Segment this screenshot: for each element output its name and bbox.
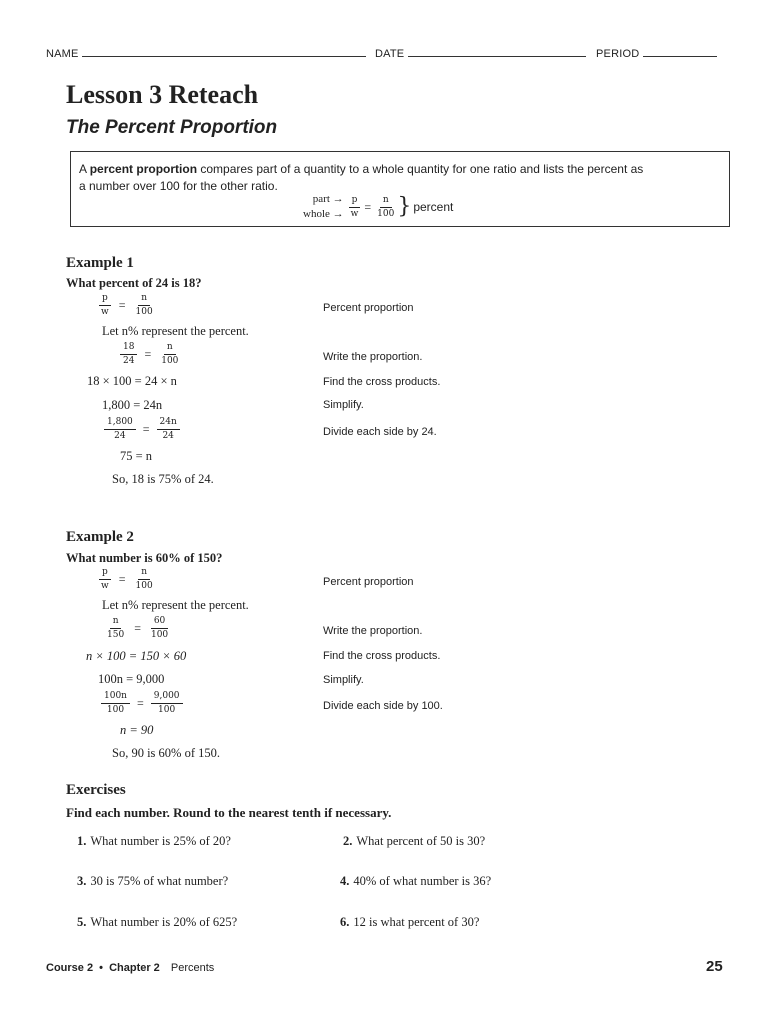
ex2-simplify: 100n = 9,000 <box>98 672 165 686</box>
definition-box <box>70 151 730 227</box>
exercise-item: 1. What number is 25% of 20? <box>77 834 231 848</box>
ex1-result: 75 = n <box>120 449 153 463</box>
ex1-step-divide: $\frac{1,800}{24}$ = $\frac{24n}{24}$ <box>104 418 180 441</box>
exercise-item: 2. What percent of 50 is 30? <box>343 834 486 848</box>
percent-label: percent <box>413 200 454 214</box>
ex2-note-1: Percent proportion <box>323 576 414 588</box>
ex1-step-proportion: $\frac{p}{w}$ = $\frac{n}{100}$ <box>98 294 156 317</box>
ex2-note-5: Divide each side by 100. <box>323 700 443 712</box>
name-blank[interactable] <box>82 46 366 57</box>
period-field[interactable] <box>596 46 717 60</box>
footer-course-info <box>46 962 214 974</box>
brace-icon: } <box>397 194 412 219</box>
exercises-instructions: Find each number. Round to the nearest tenth if necessary. <box>66 805 392 820</box>
part-label: part → <box>312 193 344 205</box>
footer-bullet: • <box>99 962 103 974</box>
example-1-heading: Example 1 <box>66 255 134 271</box>
example-2-question: What number is 60% of 150? <box>66 551 223 565</box>
ex1-note-2: Write the proportion. <box>323 351 423 363</box>
p-over-w: $\frac{p}{w}$ <box>348 196 362 219</box>
example-2-heading: Example 2 <box>66 529 134 545</box>
ex2-note-3: Find the cross products. <box>323 650 441 662</box>
date-blank[interactable] <box>408 46 586 57</box>
ex2-step-divide: $\frac{100n}{100}$ = $\frac{9,000}{100}$ <box>101 692 183 715</box>
period-blank[interactable] <box>643 46 717 57</box>
n-over-100: $\frac{n}{100}$ <box>377 194 395 219</box>
footer-course: Course 2 <box>46 962 94 974</box>
exercise-item: 4. 40% of what number is 36? <box>340 874 492 888</box>
ex1-note-3: Find the cross products. <box>323 376 441 388</box>
exercise-item: 5. What number is 20% of 625? <box>77 915 238 929</box>
ex2-let: Let n% represent the percent. <box>102 598 249 612</box>
footer-topic: Percents <box>170 962 215 974</box>
definition-line-2: a number over 100 for the other ratio. <box>79 179 278 193</box>
footer-chapter: Chapter 2 <box>109 962 160 974</box>
ex2-step-write: $\frac{n}{150}$ = $\frac{60}{100}$ <box>107 616 169 640</box>
period-label: PERIOD <box>596 48 640 60</box>
ex1-simplify: 1,800 = 24n <box>102 398 163 412</box>
exercises-heading: Exercises <box>66 782 126 798</box>
ex1-let: Let n% represent the percent. <box>102 324 249 338</box>
page-subtitle: The Percent Proportion <box>66 117 278 138</box>
definition-line-1: A percent proportion compares part of a quantity to a whole quantity for one ratio and lists the percent as <box>79 162 644 176</box>
ex1-note-4: Simplify. <box>323 399 364 411</box>
ex1-cross: 18 × 100 = 24 × n <box>87 374 177 388</box>
ex1-conclusion: So, 18 is 75% of 24. <box>112 472 214 486</box>
ex1-step-write: $\frac{18}{24}$ = $\frac{n}{100}$ <box>120 343 181 366</box>
ex1-note-5: Divide each side by 24. <box>323 426 437 438</box>
exercise-item: 3. 30 is 75% of what number? <box>77 874 229 888</box>
ex2-result: n = 90 <box>120 723 154 737</box>
page-title: Lesson 3 Reteach <box>66 80 259 109</box>
definition-term: percent proportion <box>89 162 198 176</box>
whole-label: whole → <box>303 208 344 220</box>
ex2-note-4: Simplify. <box>323 674 364 686</box>
ex2-cross: n × 100 = 150 × 60 <box>86 649 187 663</box>
date-field[interactable] <box>375 46 586 60</box>
name-field[interactable] <box>46 46 366 60</box>
definition-formula: part → whole → $\frac{p}{w}$ = $\frac{n}{100}$ } percent <box>303 193 454 220</box>
ex2-note-2: Write the proportion. <box>323 625 423 637</box>
ex2-step-proportion: $\frac{p}{w}$ = $\frac{n}{100}$ <box>98 568 156 591</box>
page-number: 25 <box>706 958 723 975</box>
ex1-note-1: Percent proportion <box>323 302 414 314</box>
date-label: DATE <box>375 48 405 60</box>
exercise-item: 6. 12 is what percent of 30? <box>340 915 480 929</box>
ex2-conclusion: So, 90 is 60% of 150. <box>112 746 220 760</box>
example-1-question: What percent of 24 is 18? <box>66 276 202 290</box>
name-label: NAME <box>46 48 79 60</box>
